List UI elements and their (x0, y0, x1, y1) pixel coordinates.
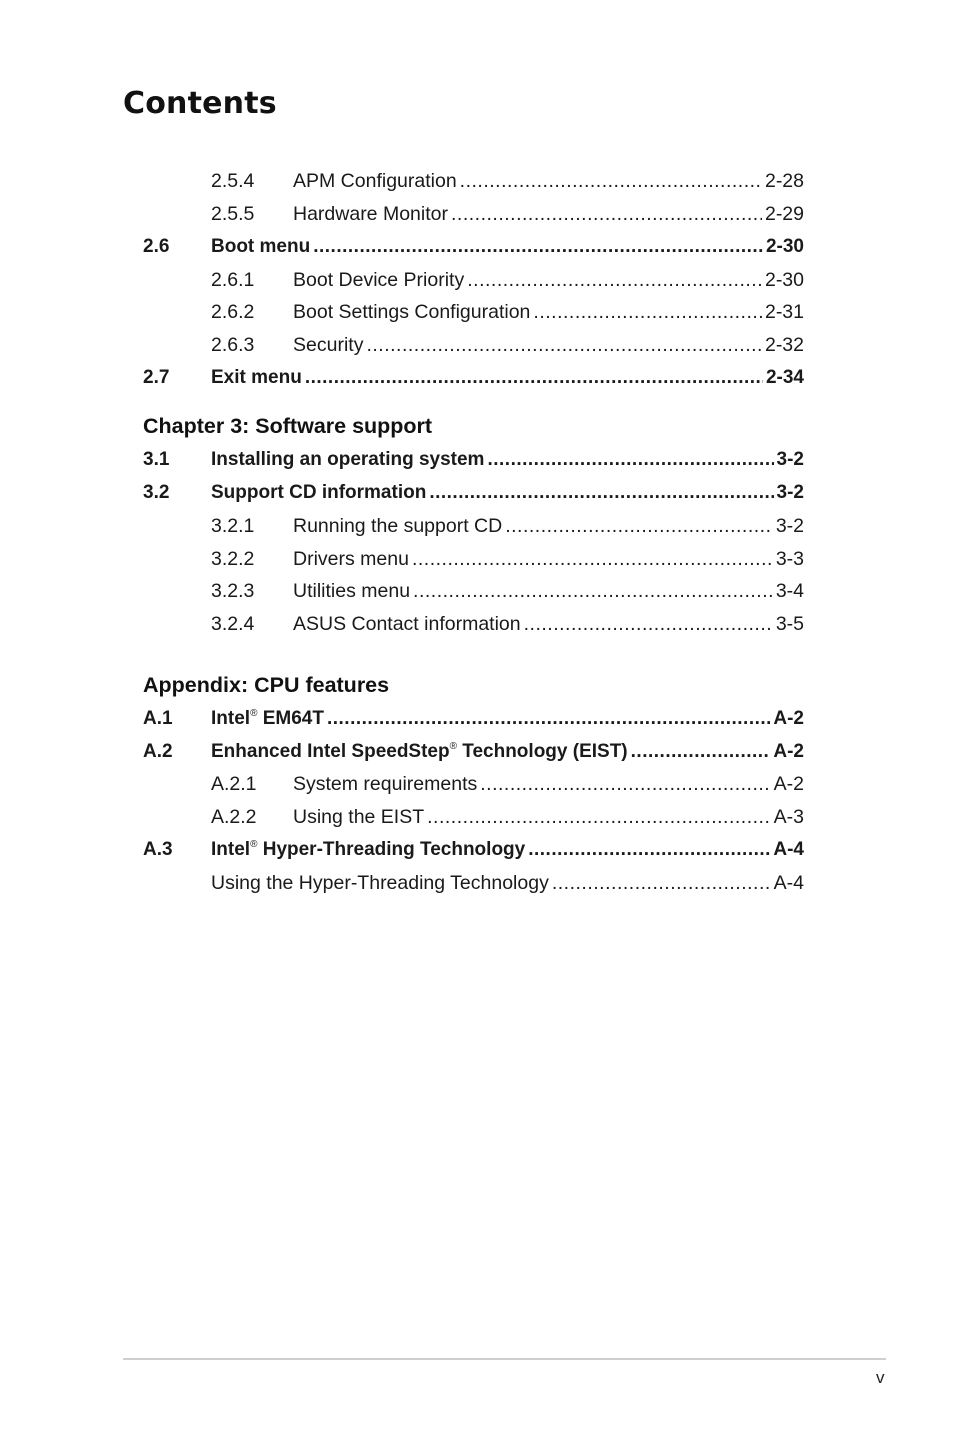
toc-entry-title: Drivers menu (293, 548, 409, 570)
toc-entry-title: Intel® EM64T (211, 708, 324, 729)
toc-entry[interactable] (143, 804, 804, 830)
toc-entry-number: A.2.1 (211, 773, 257, 795)
toc-entry-title: System requirements (293, 773, 478, 795)
toc-entry-page: A-2 (773, 773, 804, 795)
footer-rule (123, 1358, 886, 1360)
toc-entry-title: APM Configuration (293, 170, 457, 192)
toc-entry-page: A-2 (773, 708, 804, 729)
toc-entry-title: Hardware Monitor (293, 203, 448, 225)
toc-entry-page: 2-32 (764, 334, 804, 356)
toc-entry[interactable] (143, 299, 804, 325)
toc-entry-number: 3.1 (143, 449, 170, 470)
toc-entry-page: A-4 (773, 839, 804, 860)
dot-leader (533, 299, 762, 325)
toc-entry-title: Boot Device Priority (293, 269, 465, 291)
toc-entry-page: 3-2 (776, 449, 804, 470)
toc-section-entry[interactable] (143, 234, 804, 260)
toc-entry-title: Boot menu (211, 236, 311, 257)
toc-entry-title: Boot Settings Configuration (293, 301, 531, 323)
chapter-heading: Appendix: CPU features (143, 673, 390, 697)
toc-entry-number: 3.2.4 (211, 613, 255, 635)
toc-entry-page: 2-34 (765, 367, 804, 388)
toc-entry-number: A.3 (143, 839, 173, 860)
dot-leader (487, 447, 773, 473)
toc-entry[interactable] (143, 546, 804, 572)
toc-entry[interactable] (143, 513, 804, 539)
toc-entry-line (211, 837, 804, 863)
toc-entry-number: 2.7 (143, 367, 170, 388)
toc-entry-page: A-4 (773, 872, 804, 894)
toc-entry-page: 2-30 (765, 236, 804, 257)
toc-entry-line (293, 332, 804, 358)
dot-leader (460, 168, 762, 194)
toc-section-entry[interactable] (143, 706, 804, 732)
dot-leader (366, 332, 762, 358)
dot-leader (524, 611, 773, 637)
toc-entry-number: 2.6.2 (211, 301, 255, 323)
chapter-heading: Chapter 3: Software support (143, 414, 433, 438)
registered-mark: ® (250, 708, 258, 719)
toc-entry-line (211, 870, 804, 896)
dot-leader (412, 546, 773, 572)
toc-entry[interactable] (143, 578, 804, 604)
dot-leader (467, 267, 762, 293)
toc-entry-page: 2-31 (764, 301, 804, 323)
dot-leader (505, 513, 773, 539)
toc-entry[interactable] (143, 870, 804, 896)
toc-entry-line (293, 299, 804, 325)
toc-section-entry[interactable] (143, 365, 804, 391)
toc-entry[interactable] (143, 201, 804, 227)
toc-entry-page: 2-29 (764, 203, 804, 225)
toc-entry-number: 2.5.4 (211, 170, 255, 192)
toc-entry[interactable] (143, 267, 804, 293)
toc-section-entry[interactable] (143, 447, 804, 473)
toc-entry-line (211, 447, 804, 473)
toc-entry-title: Support CD information (211, 482, 427, 503)
dot-leader (413, 578, 773, 604)
toc-entry-line (293, 578, 804, 604)
toc-entry-page: 3-2 (775, 515, 804, 537)
page-title: Contents (123, 86, 277, 121)
dot-leader (305, 365, 763, 391)
toc-entry-line (293, 201, 804, 227)
toc-entry[interactable] (143, 771, 804, 797)
toc-section-entry[interactable] (143, 837, 804, 863)
toc-entry-line (293, 804, 804, 830)
toc-entry-number: 3.2 (143, 482, 170, 503)
toc-entry-title: Exit menu (211, 367, 302, 388)
toc-entry-number: 2.6 (143, 236, 170, 257)
toc-entry-page: A-2 (773, 741, 804, 762)
dot-leader (313, 234, 763, 260)
dot-leader (631, 739, 771, 765)
toc-section-entry[interactable] (143, 739, 804, 765)
toc-entry-number: 2.5.5 (211, 203, 255, 225)
toc-entry[interactable] (143, 332, 804, 358)
toc-entry-line (211, 480, 804, 506)
dot-leader (528, 837, 770, 863)
toc-entry-line (211, 706, 804, 732)
toc-entry-line (293, 513, 804, 539)
toc-entry-title: Utilities menu (293, 580, 411, 602)
toc-entry-number: 3.2.3 (211, 580, 255, 602)
toc-entry-line (293, 546, 804, 572)
toc-entry-title: Security (293, 334, 364, 356)
toc-entry-page: A-3 (773, 806, 804, 828)
toc-entry-number: 2.6.3 (211, 334, 255, 356)
toc-entry-title: Intel® Hyper-Threading Technology (211, 839, 526, 860)
toc-entry-page: 3-4 (775, 580, 804, 602)
toc-entry-number: A.2 (143, 741, 173, 762)
dot-leader (451, 201, 762, 227)
toc-entry-number: A.1 (143, 708, 173, 729)
dot-leader (552, 870, 771, 896)
dot-leader (429, 480, 773, 506)
toc-entry-title: Running the support CD (293, 515, 503, 537)
dot-leader (327, 706, 770, 732)
toc-entry-page: 2-30 (764, 269, 804, 291)
toc-entry-line (293, 611, 804, 637)
toc-entry-title: Using the EIST (293, 806, 425, 828)
toc-entry-page: 3-2 (776, 482, 804, 503)
toc-entry-line (293, 771, 804, 797)
toc-entry[interactable] (143, 611, 804, 637)
toc-entry-line (211, 365, 804, 391)
registered-mark: ® (449, 741, 457, 752)
toc-entry-number: 3.2.1 (211, 515, 255, 537)
toc-entry-line (211, 739, 804, 765)
footer-page-number: v (876, 1368, 885, 1387)
toc-entry-number: 3.2.2 (211, 548, 255, 570)
toc-entry-number: 2.6.1 (211, 269, 255, 291)
toc-entry-title: Installing an operating system (211, 449, 485, 470)
toc-entry[interactable] (143, 168, 804, 194)
toc-entry-line (293, 168, 804, 194)
toc-entry-page: 3-5 (775, 613, 804, 635)
dot-leader (480, 771, 770, 797)
toc-entry-line (293, 267, 804, 293)
toc-entry-title: Using the Hyper-Threading Technology (211, 872, 549, 894)
registered-mark: ® (250, 839, 258, 850)
toc-entry-page: 3-3 (775, 548, 804, 570)
toc-entry-title: Enhanced Intel SpeedStep® Technology (EIST) (211, 741, 628, 762)
toc-entry-page: 2-28 (764, 170, 804, 192)
toc-entry-number: A.2.2 (211, 806, 257, 828)
toc-entry-line (211, 234, 804, 260)
toc-entry-title: ASUS Contact information (293, 613, 521, 635)
toc-section-entry[interactable] (143, 480, 804, 506)
dot-leader (427, 804, 771, 830)
